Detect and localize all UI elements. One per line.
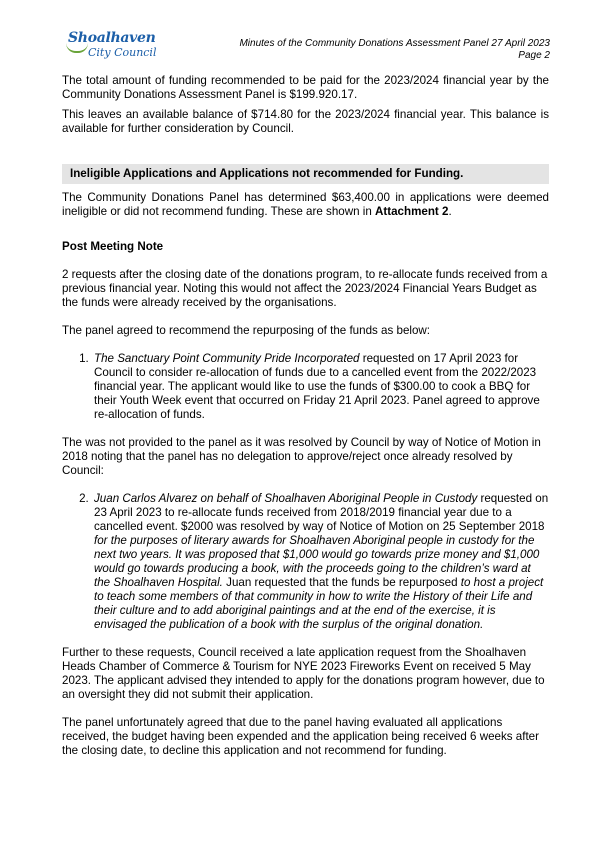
item2-text-2: Juan requested that the funds be repurposed xyxy=(222,576,461,589)
logo-text-sub: City Council xyxy=(88,46,157,59)
document-body xyxy=(62,74,549,758)
paragraph-requests: 2 requests after the closing date of the donations program, to re-allocate funds received from a previous financial year. Noting this would not affect the 2023/2024 Financial Years Budget as the funds were already received by the organisations. xyxy=(62,268,548,309)
repurpose-list-1 xyxy=(62,352,549,422)
paragraph-ineligible xyxy=(62,191,549,219)
list-item xyxy=(92,492,549,632)
paragraph-panel-agreed: The panel agreed to recommend the repurposing of the funds as below: xyxy=(62,324,431,337)
section-heading: Ineligible Applications and Applications not recommended for Funding. xyxy=(62,164,549,184)
item2-text-1: requested on 23 April 2023 to re-allocate funds received from 2018/2019 financial year due to a cancelled event. $2000 was resolved by way of Notice of Motion on 25 September 2018 xyxy=(94,492,549,533)
item2-resolution-purpose: for the purposes of literary awards for Shoalhaven Aboriginal people in custody for the next two years. It was proposed that $1,000 would go towards prize money and $1,000 would go towards producing a book, with the proceeds going to the children’s ward at the Shoalhaven Hospital. xyxy=(94,534,540,589)
logo-swoosh-icon xyxy=(66,43,88,53)
list-item xyxy=(92,352,549,422)
paragraph-balance: This leaves an available balance of $714.80 for the 2023/2024 financial year. This balance is available for further consideration by Council. xyxy=(62,108,549,135)
item1-text: requested on 17 April 2023 for Council to consider re-allocation of funds due to a cancelled event from the 2022/2023 financial year. The applicant would like to use the funds of $300.00 to cook a BBQ for their Youth Week event that occurred on Friday 21 April 2023. Panel agreed to approve re-allocation of funds. xyxy=(94,352,540,421)
paragraph-ineligible-end: . xyxy=(448,205,452,218)
item2-new-purpose: to host a project to teach some members of that community in how to write the History of their Life and their culture and to add aboriginal paintings and at the end of the exercise, it is envisaged the publication of a book with the surplus of the original donation. xyxy=(94,576,544,631)
item1-organisation: The Sanctuary Point Community Pride Incorporated xyxy=(94,352,360,365)
attachment-reference: Attachment 2 xyxy=(375,205,449,218)
council-logo xyxy=(64,30,174,62)
paragraph-late-application: Further to these requests, Council received a late application request from the Shoalhaven Heads Chamber of Commerce & Tourism for NYE 2023 Fireworks Event on received 5 May 2023. The applicant advised they intended to apply for the donations program however, due to an oversight they did not submit their application. xyxy=(62,646,545,701)
post-meeting-heading: Post Meeting Note xyxy=(62,240,164,253)
item2-applicant: Juan Carlos Alvarez on behalf of Shoalhaven Aboriginal People in Custody xyxy=(94,492,478,505)
header-title: Minutes of the Community Donations Assessment Panel 27 April 2023 xyxy=(239,38,550,49)
page-header xyxy=(239,38,550,62)
paragraph-ineligible-text: The Community Donations Panel has determined $63,400.00 in applications were deemed ineligible or did not recommend funding. These are shown in xyxy=(62,191,549,218)
paragraph-total-funding: The total amount of funding recommended to be paid for the 2023/2024 financial year by the Community Donations Assessment Panel is $199.920.17. xyxy=(62,74,549,101)
paragraph-decline: The panel unfortunately agreed that due to the panel having evaluated all applications received, the budget having been expended and the application being received 6 weeks after the closing date, to decline this application and not recommend for funding. xyxy=(62,716,539,757)
header-page-number: Page 2 xyxy=(518,50,550,61)
logo-text-main: Shoalhaven xyxy=(68,30,156,46)
repurpose-list-2 xyxy=(62,492,549,632)
paragraph-not-provided: The was not provided to the panel as it was resolved by Council by way of Notice of Motion in 2018 noting that the panel has no delegation to approve/reject once already resolved by Council: xyxy=(62,436,541,477)
